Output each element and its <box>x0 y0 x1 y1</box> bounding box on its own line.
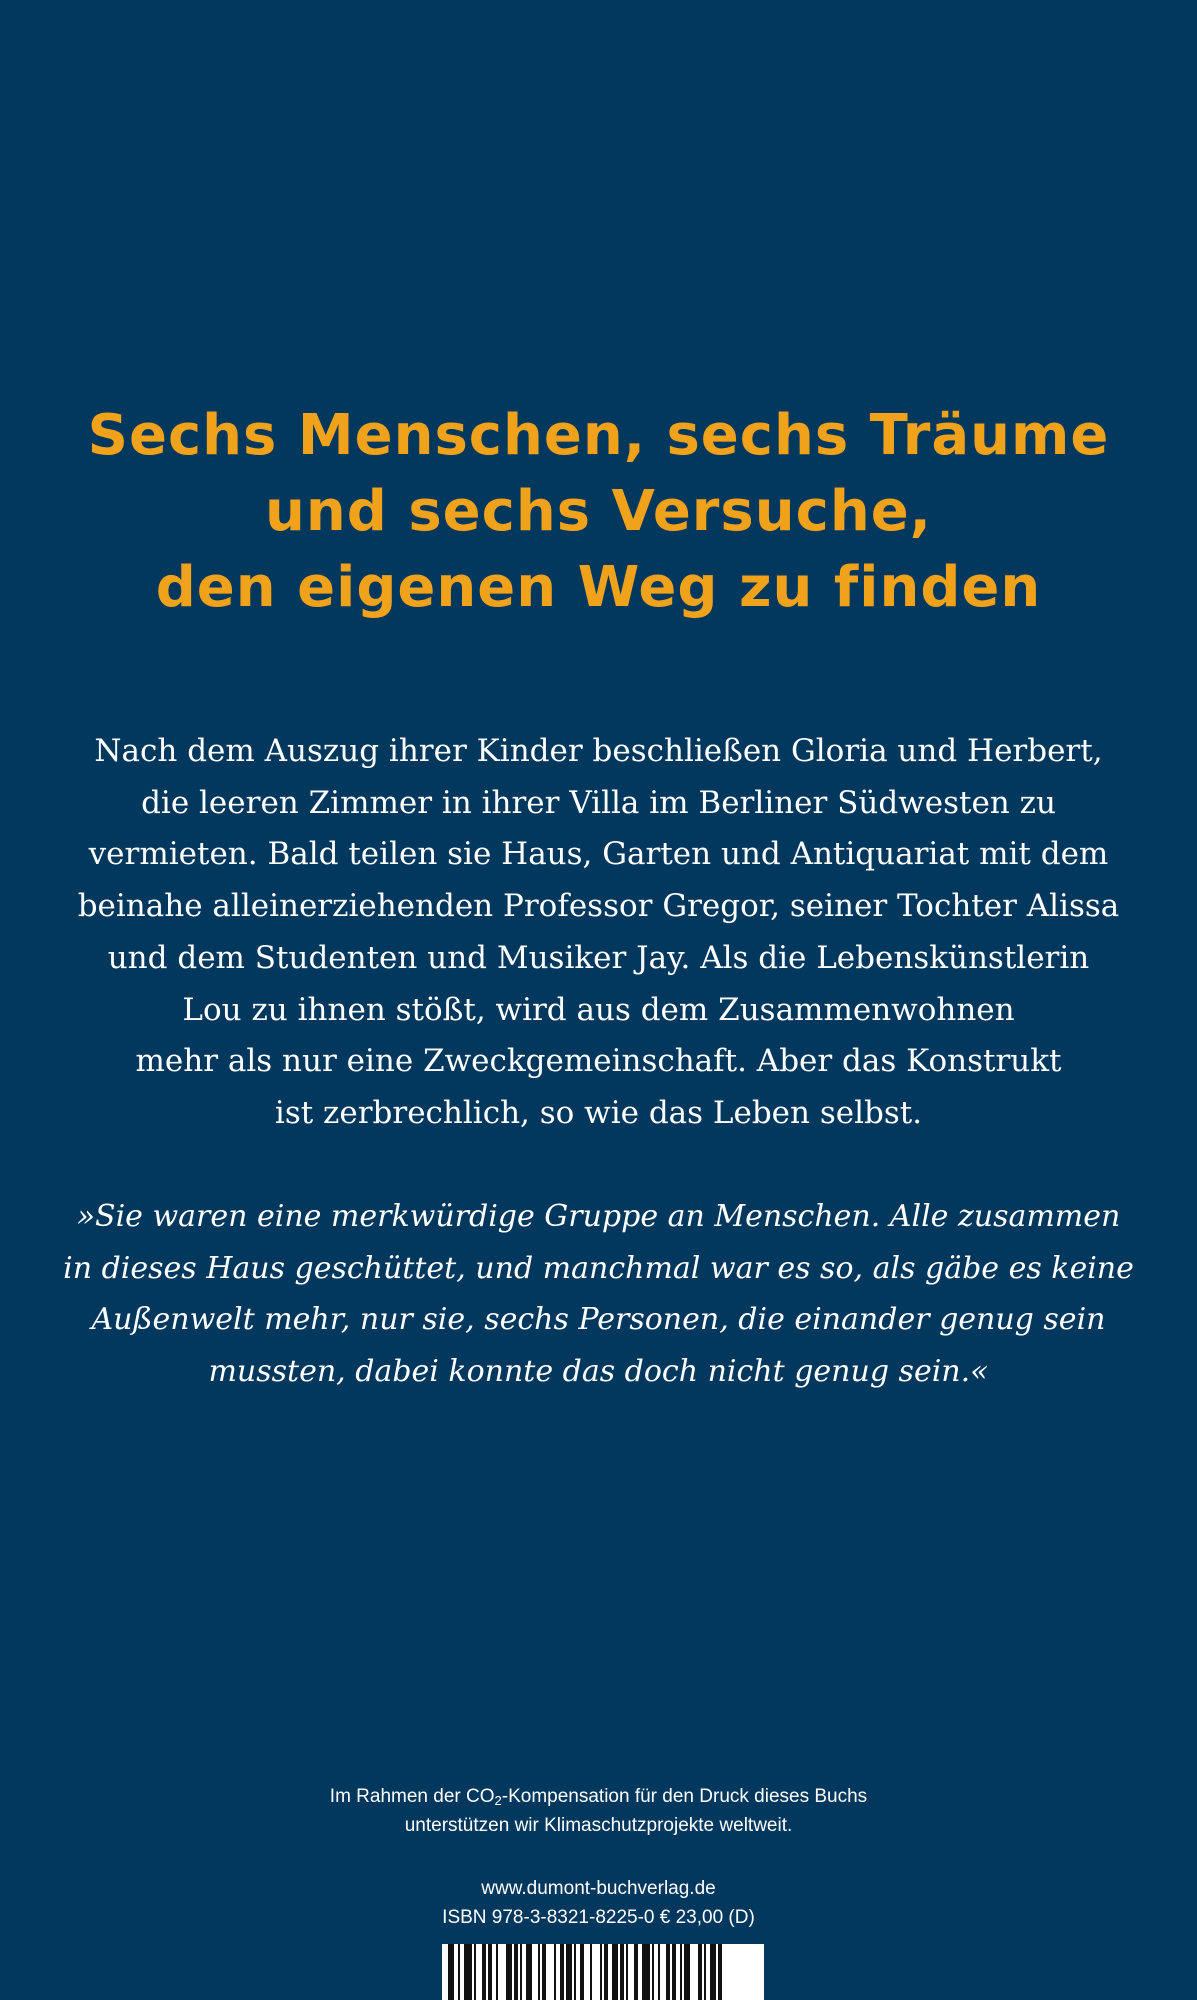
quote-line: Außenwelt mehr, nur sie, sechs Personen, die einander genug sein <box>91 1302 1106 1338</box>
barcode-bar <box>538 1944 540 2000</box>
headline <box>0 398 1197 626</box>
blurb-line: und dem Studenten und Musiker Jay. Als die Lebenskünstlerin <box>107 939 1090 976</box>
quote-line: »Sie waren eine merkwürdige Gruppe an Menschen. Alle zusammen <box>76 1199 1121 1234</box>
barcode-bar <box>620 1944 624 2000</box>
barcode-bar <box>710 1944 716 2000</box>
barcode-bar <box>542 1944 546 2000</box>
blurb-line: ist zerbrechlich, so wie das Leben selbst. <box>274 1094 923 1131</box>
climate-line: unterstützen wir Klimaschutzprojekte weltweit. <box>404 1815 793 1836</box>
barcode-bar <box>448 1944 454 2000</box>
barcode-bar <box>612 1944 618 2000</box>
barcode-bar <box>496 1944 498 2000</box>
headline-line: und sechs Versuche, <box>265 479 932 544</box>
barcode-bar <box>526 1944 532 2000</box>
barcode-bar <box>482 1944 486 2000</box>
barcode-graphic <box>442 1944 764 2000</box>
barcode-bar <box>464 1944 472 2000</box>
barcode-bar <box>520 1944 522 2000</box>
barcode-bar <box>600 1944 602 2000</box>
barcode-bar <box>704 1944 706 2000</box>
barcode-bar <box>554 1944 556 2000</box>
book-quote <box>0 1191 1197 1398</box>
quote-line: mussten, dabei konnte das doch nicht genug sein.« <box>208 1354 989 1390</box>
barcode-bar <box>680 1944 682 2000</box>
barcode-bar <box>590 1944 592 2000</box>
barcode-bar <box>580 1944 584 2000</box>
barcode-bar <box>574 1944 576 2000</box>
barcode <box>442 1944 764 2000</box>
barcode-bar <box>604 1944 608 2000</box>
headline-line: Sechs Menschen, sechs Träume <box>87 403 1110 468</box>
barcode-bar <box>560 1944 564 2000</box>
barcode-bar <box>626 1944 628 2000</box>
barcode-bar <box>488 1944 492 2000</box>
co2-line: Im Rahmen der $CO_2$-Kompensation für den Druck dieses Buchs <box>329 1786 868 1808</box>
barcode-bar <box>514 1944 518 2000</box>
blurb-line: vermieten. Bald teilen sie Haus, Garten und Antiquariat mit dem <box>88 836 1109 873</box>
barcode-bar <box>666 1944 670 2000</box>
publisher-website: www.dumont-buchverlag.de <box>481 1878 716 1899</box>
barcode-bar <box>566 1944 572 2000</box>
barcode-bar <box>658 1944 660 2000</box>
headline-line: den eigenen Weg zu finden <box>155 555 1042 620</box>
isbn-price: ISBN 978-3-8321-8225-0 € 23,00 (D) <box>442 1907 755 1928</box>
barcode-bar <box>684 1944 690 2000</box>
barcode-bar <box>506 1944 512 2000</box>
climate-compensation-note <box>0 1782 1197 1840</box>
blurb-line: Nach dem Auszug ihrer Kinder beschließen Gloria und Herbert, <box>94 733 1103 769</box>
barcode-bar <box>672 1944 676 2000</box>
blurb-text <box>0 726 1197 1140</box>
blurb-line: die leeren Zimmer in ihrer Villa im Berliner Südwesten zu <box>141 784 1056 821</box>
barcode-bar <box>642 1944 650 2000</box>
publisher-info <box>0 1874 1197 1932</box>
blurb-line: beinahe alleinerziehenden Professor Gregor, seiner Tochter Alissa <box>77 888 1120 925</box>
barcode-bar <box>652 1944 654 2000</box>
barcode-bar <box>718 1944 722 2000</box>
barcode-bar <box>698 1944 702 2000</box>
blurb-line: Lou zu ihnen stößt, wird aus dem Zusammenwohnen <box>182 991 1015 1028</box>
barcode-bar <box>474 1944 476 2000</box>
barcode-bar <box>458 1944 460 2000</box>
blurb-line: mehr als nur eine Zweckgemeinschaft. Aber das Konstrukt <box>135 1043 1062 1080</box>
barcode-bar <box>634 1944 638 2000</box>
quote-line: in dieses Haus geschüttet, und manchmal war es so, als gäbe es keine <box>63 1250 1134 1286</box>
